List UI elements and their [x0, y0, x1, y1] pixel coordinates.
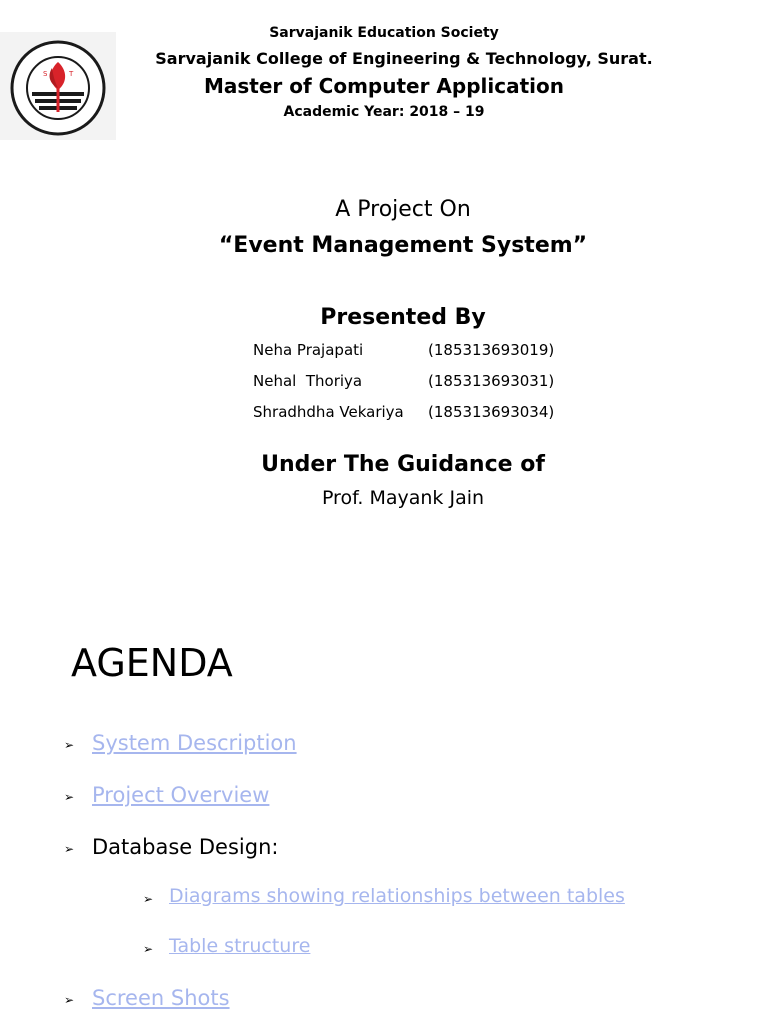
member-row — [253, 341, 554, 372]
presented-by-heading: Presented By — [320, 305, 486, 330]
arrow-bullet-icon: ➢ — [64, 842, 75, 856]
project-label: A Project On — [335, 197, 471, 222]
arrow-bullet-icon: ➢ — [143, 892, 154, 906]
agenda-text: Database Design: — [92, 835, 279, 859]
member-row — [253, 372, 554, 403]
arrow-bullet-icon: ➢ — [64, 993, 75, 1007]
agenda-link[interactable]: System Description — [92, 731, 297, 755]
program-name: Master of Computer Application — [204, 74, 564, 98]
project-title: “Event Management System” — [218, 233, 588, 258]
agenda-slide — [0, 620, 768, 1024]
member-name: Nehal Thoriya — [253, 372, 363, 390]
agenda-title: AGENDA — [71, 641, 233, 685]
member-row — [253, 403, 554, 434]
svg-text:S: S — [43, 70, 48, 78]
agenda-link[interactable]: Table structure — [169, 935, 311, 957]
society-name: Sarvajanik Education Society — [269, 25, 499, 41]
member-name: Shradhdha Vekariya — [253, 403, 404, 421]
agenda-link[interactable]: Project Overview — [92, 783, 270, 807]
member-id: (185313693031) — [428, 372, 555, 390]
college-name: Sarvajanik College of Engineering & Technology, Surat. — [155, 49, 653, 68]
member-list — [253, 341, 554, 434]
guidance-heading: Under The Guidance of — [261, 452, 545, 477]
agenda-link[interactable]: Screen Shots — [92, 986, 230, 1010]
arrow-bullet-icon: ➢ — [64, 738, 75, 752]
member-id: (185313693019) — [428, 341, 555, 359]
arrow-bullet-icon: ➢ — [64, 790, 75, 804]
member-id: (185313693034) — [428, 403, 555, 421]
member-name: Neha Prajapati — [253, 341, 364, 359]
agenda-link[interactable]: Diagrams showing relationships between tables — [169, 885, 625, 907]
arrow-bullet-icon: ➢ — [143, 942, 154, 956]
guide-name: Prof. Mayank Jain — [321, 487, 485, 509]
svg-text:T: T — [69, 70, 74, 78]
academic-year: Academic Year: 2018 – 19 — [283, 104, 485, 120]
